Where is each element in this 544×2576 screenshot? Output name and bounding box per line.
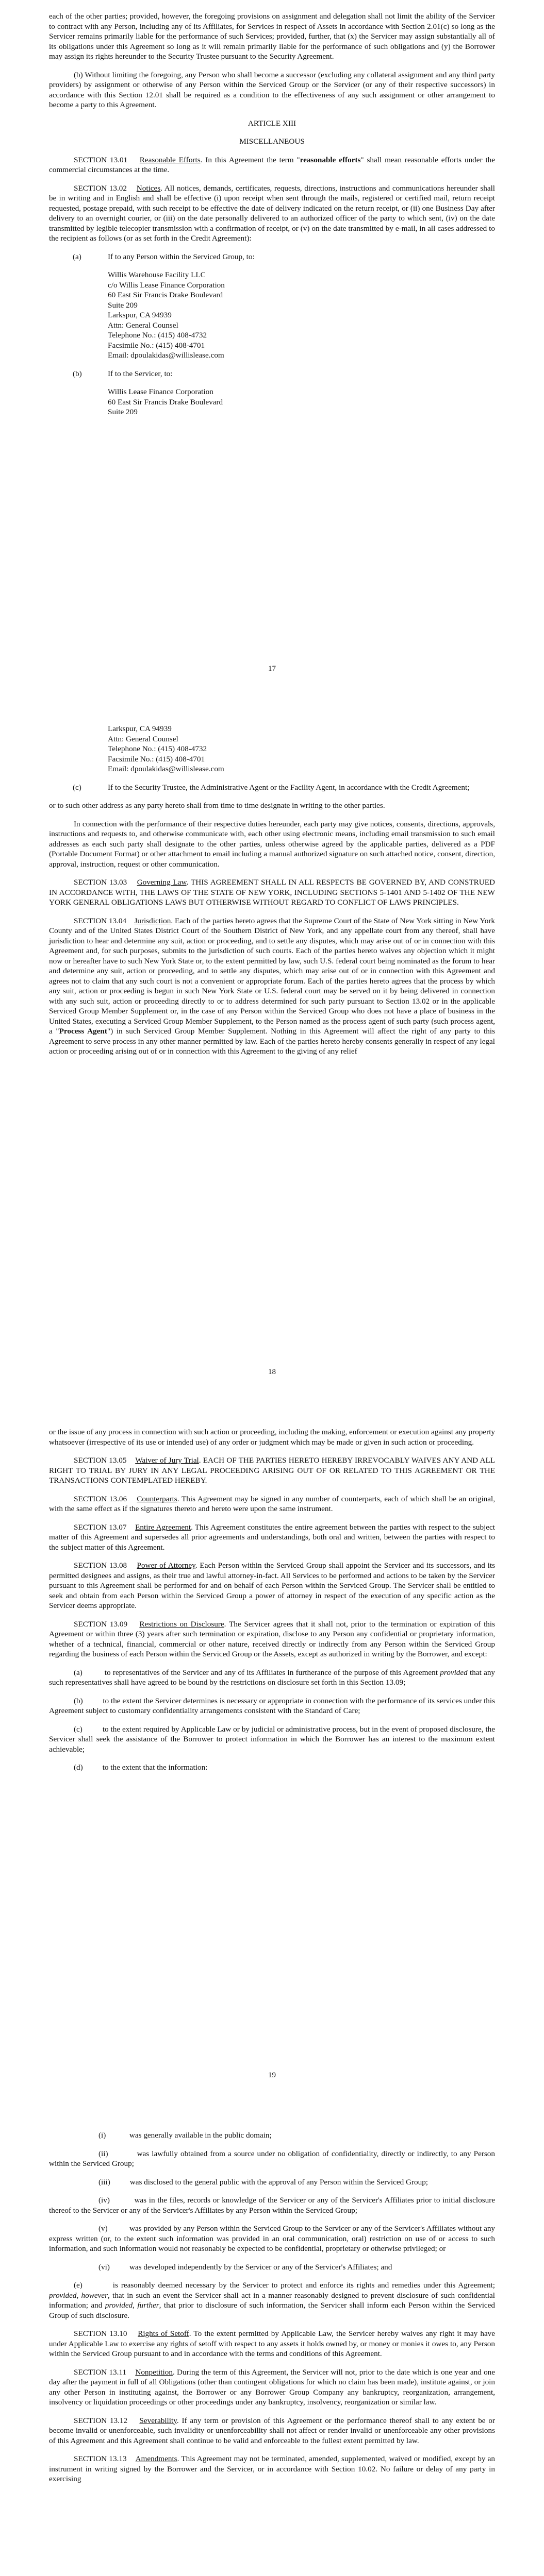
- item-text: ,: [133, 2301, 138, 2310]
- address-line: Telephone No.: (415) 408-4732: [108, 331, 207, 340]
- section-title: Nonpetition: [135, 2367, 173, 2377]
- disclosure-exception-a: [49, 1668, 495, 1688]
- item-text: was in the files, records or knowledge of the Servicer or any of the Servicer's Affiliates prior to initial disclosure thereof to the Servicer or any of the Servicer's Affiliates by any Person within the Serviced Group;: [49, 2196, 496, 2215]
- disclosure-exception-d: [49, 1762, 495, 1773]
- item-text: , that in such an event the Servicer shall act in a manner reasonably designed to prevent disclosure of such confidential information; and: [49, 2291, 495, 2310]
- section-title: Power of Attorney: [137, 1561, 195, 1570]
- item-text: was developed independently by the Servicer or any of the Servicer's Affiliates; and: [129, 2262, 392, 2272]
- page-17: [0, 0, 544, 703]
- section-13-13: [49, 2454, 495, 2484]
- section-13-09: [49, 1619, 495, 1659]
- address-lines: [49, 387, 495, 417]
- section-number: SECTION 13.09: [74, 1619, 128, 1629]
- address-line: Facsimile No.: (415) 408-4701: [108, 754, 205, 764]
- address-line: Email: dpoulakidas@willislease.com: [108, 351, 224, 360]
- item-label: (c): [73, 783, 81, 792]
- item-text: , that prior to disclosure of such information, the Servicer shall inform each Person within the Serviced Group of such disclosure.: [49, 2301, 496, 2320]
- section-title: Amendments: [135, 2454, 177, 2463]
- address-line: Attn: General Counsel: [108, 734, 178, 743]
- page-number: 19: [268, 2071, 276, 2079]
- section-text: . EACH OF THE PARTIES HERETO HEREBY IRREVOCABLY WAIVES ANY AND ALL RIGHT TO TRIAL BY JURY IN ANY LEGAL PROCEEDING ARISING OUT OF OR RELATED TO THIS AGREEMENT OR THE TRANSACTIONS CONTEMPLATED HEREBY.: [49, 1456, 495, 1485]
- section-number: SECTION 13.03: [74, 878, 127, 887]
- section-text: . All notices, demands, certificates, requests, directions, instructions and communications hereunder shall be in writing and in English and shall be effective (i) upon receipt when sent through the mails, registered or certified mail, return receipt requested, postage prepaid, with such receipt to be effective the date of delivery indicated on the return receipt, or (ii) one Business Day after delivery to an overnight courier, or (iii) on the date personally delivered to an authorized officer of the party to which sent, (iv) on the date transmitted by legible telecopier transmission with a confirmation of receipt, or (v) on the date transmitted by e-mail, in all cases addressed to the recipient as follows (or as set forth in the Credit Agreement):: [49, 183, 496, 243]
- information-item-i: [49, 2130, 495, 2141]
- section-text: . This Agreement constitutes the entire agreement between the parties with respect to the subject matter of this Agreement and supersedes all prior agreements and understandings, both oral and written, between the parties with respect to the subject matter of this Agreement.: [49, 1522, 495, 1552]
- successor-paragraph: (b) Without limiting the foregoing, any Person who shall become a successor (excluding any collateral assignment and any third party providers) by assignment or otherwise of any Person within the Serviced Group or the Servicer (or any of their respective successors) in accordance with this Section 12.01 shall be required as a condition to the effectiveness of any such assignment or other arrangement to become a party to this Agreement.: [49, 70, 495, 109]
- section-number: SECTION 13.02: [74, 183, 127, 193]
- section-text: " shall mean reasonable efforts under the commercial circumstances at the time.: [49, 155, 496, 174]
- section-number: SECTION 13.13: [74, 2454, 127, 2463]
- item-text: to the extent required by Applicable Law or by judicial or administrative process, but in the event of proposed disclosure, the Servicer shall seek the assistance of the Borrower to protect information in which the Borrower has an interest to the maximum extent achievable;: [49, 1724, 495, 1754]
- information-item-vi: [49, 2262, 495, 2273]
- page-number: 18: [268, 1368, 276, 1376]
- information-item-iv: [49, 2195, 495, 2215]
- section-number: SECTION 13.06: [74, 1494, 127, 1503]
- page-20: [0, 2110, 544, 2576]
- notice-address-security-trustee: [49, 783, 495, 793]
- item-text: If to the Security Trustee, the Administrative Agent or the Facility Agent, in accordance with the Credit Agreement;: [108, 783, 470, 792]
- other-address-paragraph: or to such other address as any party hereto shall from time to time designate in writing to the other parties.: [49, 801, 385, 810]
- defined-term: Process Agent: [59, 1027, 107, 1036]
- section-number: SECTION 13.07: [74, 1522, 127, 1532]
- item-text-emphasis: provided: [440, 1668, 468, 1677]
- item-label: (b): [74, 1696, 83, 1705]
- item-text: that any such representatives shall have agreed to be bound by the restrictions on disclosure set forth in this Section 13.09;: [49, 1668, 496, 1687]
- page-20-content: [49, 2130, 495, 2493]
- item-text: is reasonably deemed necessary by the Servicer to protect and enforce its rights and remedies under this Agreement;: [112, 2281, 495, 2290]
- section-13-06: [49, 1494, 495, 1514]
- section-13-01: [49, 155, 495, 175]
- item-label: (iv): [98, 2196, 110, 2205]
- item-label: (d): [74, 1763, 83, 1772]
- item-label: (b): [73, 369, 82, 378]
- item-text-emphasis: provided: [49, 2291, 77, 2300]
- item-text: was provided by any Person within the Serviced Group to the Servicer or any of the Servicer's Affiliates without any express written (or, to the extent such information was provided in an oral communication, oral) restriction on use of or access to such information, and such information would not reasonably be expected to be confidential, proprietary or otherwise privileged; or: [49, 2224, 496, 2253]
- item-label: (c): [74, 1724, 83, 1734]
- section-13-02: [49, 183, 495, 244]
- section-text: . Each of the parties hereto agrees that the Supreme Court of the State of New York sitting in New York County and of the United States District Court of the Southern District of New York, and any appellate court from any thereof, shall have jurisdiction to hear and determine any suit, action or proceeding, and to settle any disputes, which may arise out of or in connection with this Agreement and, for such purposes, submits to the jurisdiction of such courts. Each of the parties hereto waives any objection which it might now or hereafter have to such New York State or, to the extent permitted by law, such U.S. federal court being nominated as the forum to hear and determine any suit, action or proceeding, and to settle any disputes, which may arise out of or in connection with this Agreement and agrees not to claim that any such court is not a convenient or appropriate forum. Each of the parties hereto agrees that the process by which any suit, action or proceeding is begun in such New York State or U.S. federal court may be served on it by being delivered in connection with any such suit, action or proceeding directly to or to address determined for such party pursuant to Section 13.02 or in the applicable Serviced Group Member Supplement or, in the case of any Person within the Serviced Group who does not have a place of business in the United States, executing a Serviced Group Member Supplement, to the Person named as the process agent of such party (such process agent, a ": [49, 916, 496, 1036]
- item-text: to representatives of the Servicer and any of its Affiliates in furtherance of the purpose of this Agreement: [104, 1668, 440, 1677]
- page-19-content: [49, 1427, 495, 1781]
- notice-address-servicer-continued: [49, 724, 495, 774]
- address-line: 60 East Sir Francis Drake Boulevard: [108, 397, 223, 406]
- page-number: 17: [268, 665, 276, 673]
- address-line: Attn: General Counsel: [108, 320, 178, 330]
- section-13-04: [49, 916, 495, 1057]
- section-title: Notices: [136, 183, 161, 193]
- section-number: SECTION 13.01: [74, 155, 128, 164]
- section-text: ") in such Serviced Group Member Supplement. Nothing in this Agreement will affect the right of any party to this Agreement to serve process in any other manner permitted by law. Each of the parties hereto hereby consents generally in respect of any legal action or proceeding arising out of or in connection with this Agreement to the giving of any relief: [49, 1027, 495, 1056]
- item-label: (a): [74, 1668, 83, 1677]
- section-text: . THIS AGREEMENT SHALL IN ALL RESPECTS BE GOVERNED BY, AND CONSTRUED IN ACCORDANCE WITH, THE LAWS OF THE STATE OF NEW YORK, INCLUDING SECTIONS 5-1401 AND 5-1402 OF THE NEW YORK GENERAL OBLIGATIONS LAWS BUT OTHERWISE WITHOUT REGARD TO CONFLICT OF LAWS PRINCIPLES.: [49, 878, 496, 907]
- section-title: Entire Agreement: [135, 1522, 191, 1532]
- item-label: (vi): [98, 2262, 110, 2272]
- section-title: Restrictions on Disclosure: [139, 1619, 224, 1629]
- notice-address-serviced-group: [49, 252, 495, 361]
- item-text: ,: [76, 2291, 81, 2300]
- section-number: SECTION 13.04: [74, 916, 127, 925]
- section-number: SECTION 13.05: [74, 1456, 127, 1465]
- section-13-03: [49, 877, 495, 908]
- disclosure-exception-e: [49, 2280, 495, 2320]
- item-text: to the extent that the information:: [102, 1763, 208, 1772]
- article-heading: ARTICLE XIII: [248, 118, 296, 128]
- section-title: Severability: [139, 2416, 177, 2425]
- item-text: If to the Servicer, to:: [108, 369, 173, 378]
- item-label: (iii): [98, 2177, 110, 2187]
- item-text: was generally available in the public domain;: [129, 2131, 272, 2140]
- section-title: Rights of Setoff: [138, 2329, 189, 2338]
- article-title: MISCELLANEOUS: [239, 137, 305, 146]
- address-line: 60 East Sir Francis Drake Boulevard: [108, 291, 223, 299]
- item-text: was lawfully obtained from a source under no obligation of confidentiality, directly or indirectly, to any Person within the Serviced Group;: [49, 2149, 495, 2168]
- section-text: . If any term or provision of this Agreement or the performance thereof shall to any extent be or become invalid or unenforceable, such invalidity or unenforceability shall not affect or render invalid or unenforceable any other provisions of this Agreement and this Agreement shall continue to be valid and enforceable to the fullest extent permitted by law.: [49, 2416, 496, 2445]
- information-item-v: [49, 2224, 495, 2254]
- item-text: If to any Person within the Serviced Group, to:: [108, 252, 255, 261]
- address-line: Willis Warehouse Facility LLC: [108, 270, 206, 279]
- section-text: . Each Person within the Serviced Group shall appoint the Servicer and its successors, and its permitted designees and assigns, as their true and lawful attorney-in-fact. All Services to be performed and actions to be taken by the Servicer pursuant to this Agreement shall be performed for and on behalf of each Person within the Serviced Group. The Servicer shall be entitled to seek and obtain from each Person within the Serviced Group a power of attorney in respect of the execution of any specific action as the Servicer deems appropriate.: [49, 1561, 496, 1610]
- item-text-emphasis: provided: [105, 2301, 133, 2310]
- section-title: Governing Law: [137, 878, 187, 887]
- address-lines: [49, 270, 495, 361]
- item-label: (i): [98, 2131, 106, 2140]
- section-13-05: [49, 1455, 495, 1486]
- section-text: . To the extent permitted by Applicable Law, the Servicer hereby waives any right it may have under Applicable Law to exercise any rights of setoff with respect to any assets it holds owned by, or money or monies it owes to, any Person within the Serviced Group pursuant to and in accordance with the terms and conditions of this Agreement.: [49, 2329, 496, 2358]
- section-13-11: [49, 2367, 495, 2408]
- section-text: . The Servicer agrees that it shall not, prior to the termination or expiration of this Agreement or within three (3) years after such termination or expiration, disclose to any Person any confidential or proprietary information, whether of a technical, financial, commercial or other nature, received directly or indirectly from any Person within the Serviced Group regarding the business of each Person within the Serviced Group or the Assets, except as authorized in writing by the Borrower, and except:: [49, 1619, 496, 1658]
- notice-address-servicer: [49, 369, 495, 417]
- page-18: [0, 703, 544, 1406]
- assignment-paragraph: each of the other parties; provided, however, the foregoing provisions on assignment and delegation shall not limit the ability of the Servicer to contract with any Person, including any of its Affiliates, for Services in respect of Assets in accordance with Section 2.01(c) so long as the Servicer remains primarily liable for the performance of such Services; provided, further, that (x) the Servicer may assign substantially all of its obligations under this Agreement so long as it will remain primarily liable for the performance of such obligations and (y) the Borrower may assign its rights hereunder to the Security Trustee pursuant to the Security Agreement.: [49, 12, 495, 61]
- disclosure-exception-c: [49, 1724, 495, 1755]
- section-title: Reasonable Efforts: [139, 155, 201, 164]
- section-text: . During the term of this Agreement, the Servicer will not, prior to the date which is one year and one day after the payment in full of all Obligations (other than contingent obligations for which no claim has been made), institute against, or join any other Person in instituting against, the Borrower or any Borrower Group Company any bankruptcy, reorganization, arrangement, insolvency or liquidation proceedings or other proceedings under any bankruptcy, insolvency, reorganization or similar law.: [49, 2367, 496, 2406]
- section-13-08: [49, 1561, 495, 1611]
- section-text: . This Agreement may not be terminated, amended, supplemented, waived or modified, except by an instrument in writing signed by the Borrower and the Servicer, or in accordance with Section 10.02. No failure or delay of any party in exercising: [49, 2454, 496, 2483]
- item-text-emphasis: further: [137, 2301, 159, 2310]
- section-13-07: [49, 1522, 495, 1553]
- address-line: Larkspur, CA 94939: [108, 724, 172, 733]
- jurisdiction-continued: or the issue of any process in connection with such action or proceeding, including the making, enforcement or execution against any property whatsoever (irrespective of its use or intended use) of any order or judgment which may be made or given in such action or proceeding.: [49, 1428, 496, 1447]
- section-title: Jurisdiction: [134, 916, 171, 925]
- section-13-10: [49, 2329, 495, 2359]
- section-text: . In this Agreement the term ": [200, 155, 300, 164]
- information-item-iii: [49, 2177, 495, 2188]
- address-line: Telephone No.: (415) 408-4732: [108, 744, 207, 753]
- address-line: Larkspur, CA 94939: [108, 311, 172, 319]
- section-title: Counterparts: [137, 1494, 177, 1503]
- section-text: . This Agreement may be signed in any number of counterparts, each of which shall be an original, with the same effect as if the signatures thereto and hereto were upon the same instrument.: [49, 1494, 496, 1513]
- address-line: Willis Lease Finance Corporation: [108, 387, 213, 396]
- address-line: Suite 209: [108, 408, 138, 416]
- section-number: SECTION 13.08: [74, 1561, 127, 1570]
- item-label: (e): [74, 2281, 83, 2290]
- page-17-content: [49, 11, 495, 426]
- section-title: Waiver of Jury Trial: [135, 1456, 199, 1465]
- address-line: Email: dpoulakidas@willislease.com: [108, 765, 224, 773]
- address-line: c/o Willis Lease Finance Corporation: [108, 280, 225, 290]
- section-13-12: [49, 2416, 495, 2446]
- address-line: Suite 209: [108, 300, 138, 310]
- page-18-content: [49, 724, 495, 1065]
- item-text: to the extent the Servicer determines is necessary or appropriate in connection with the performance of its services under this Agreement subject to customary confidentiality arrangements consistent with the Standard of Care;: [49, 1696, 496, 1715]
- section-number: SECTION 13.11: [74, 2367, 127, 2377]
- information-item-ii: [49, 2149, 495, 2169]
- disclosure-exception-b: [49, 1696, 495, 1716]
- item-text-emphasis: however: [81, 2291, 108, 2300]
- defined-term: reasonable efforts: [300, 155, 361, 164]
- address-line: Facsimile No.: (415) 408-4701: [108, 341, 205, 350]
- page-19: [0, 1406, 544, 2110]
- address-lines: [49, 724, 495, 774]
- electronic-notice-paragraph: In connection with the performance of their respective duties hereunder, each party may give notices, consents, directions, approvals, instructions and requests to, and otherwise communicate with, each other using electronic means, including email transmission to such email addresses as each such party shall designate to the other parties, unless otherwise agreed by the applicable parties, delivered as a PDF (Portable Document Format) or other attachment to email including a manual authorized signature on such attached notice, consent, direction, approval, instruction, request or other communication.: [49, 819, 495, 869]
- item-label: (v): [98, 2224, 108, 2233]
- section-number: SECTION 13.10: [74, 2329, 127, 2338]
- item-label: (a): [73, 252, 81, 261]
- section-number: SECTION 13.12: [74, 2416, 128, 2425]
- item-label: (ii): [98, 2149, 108, 2158]
- item-text: was disclosed to the general public with the approval of any Person within the Serviced Group;: [129, 2177, 428, 2187]
